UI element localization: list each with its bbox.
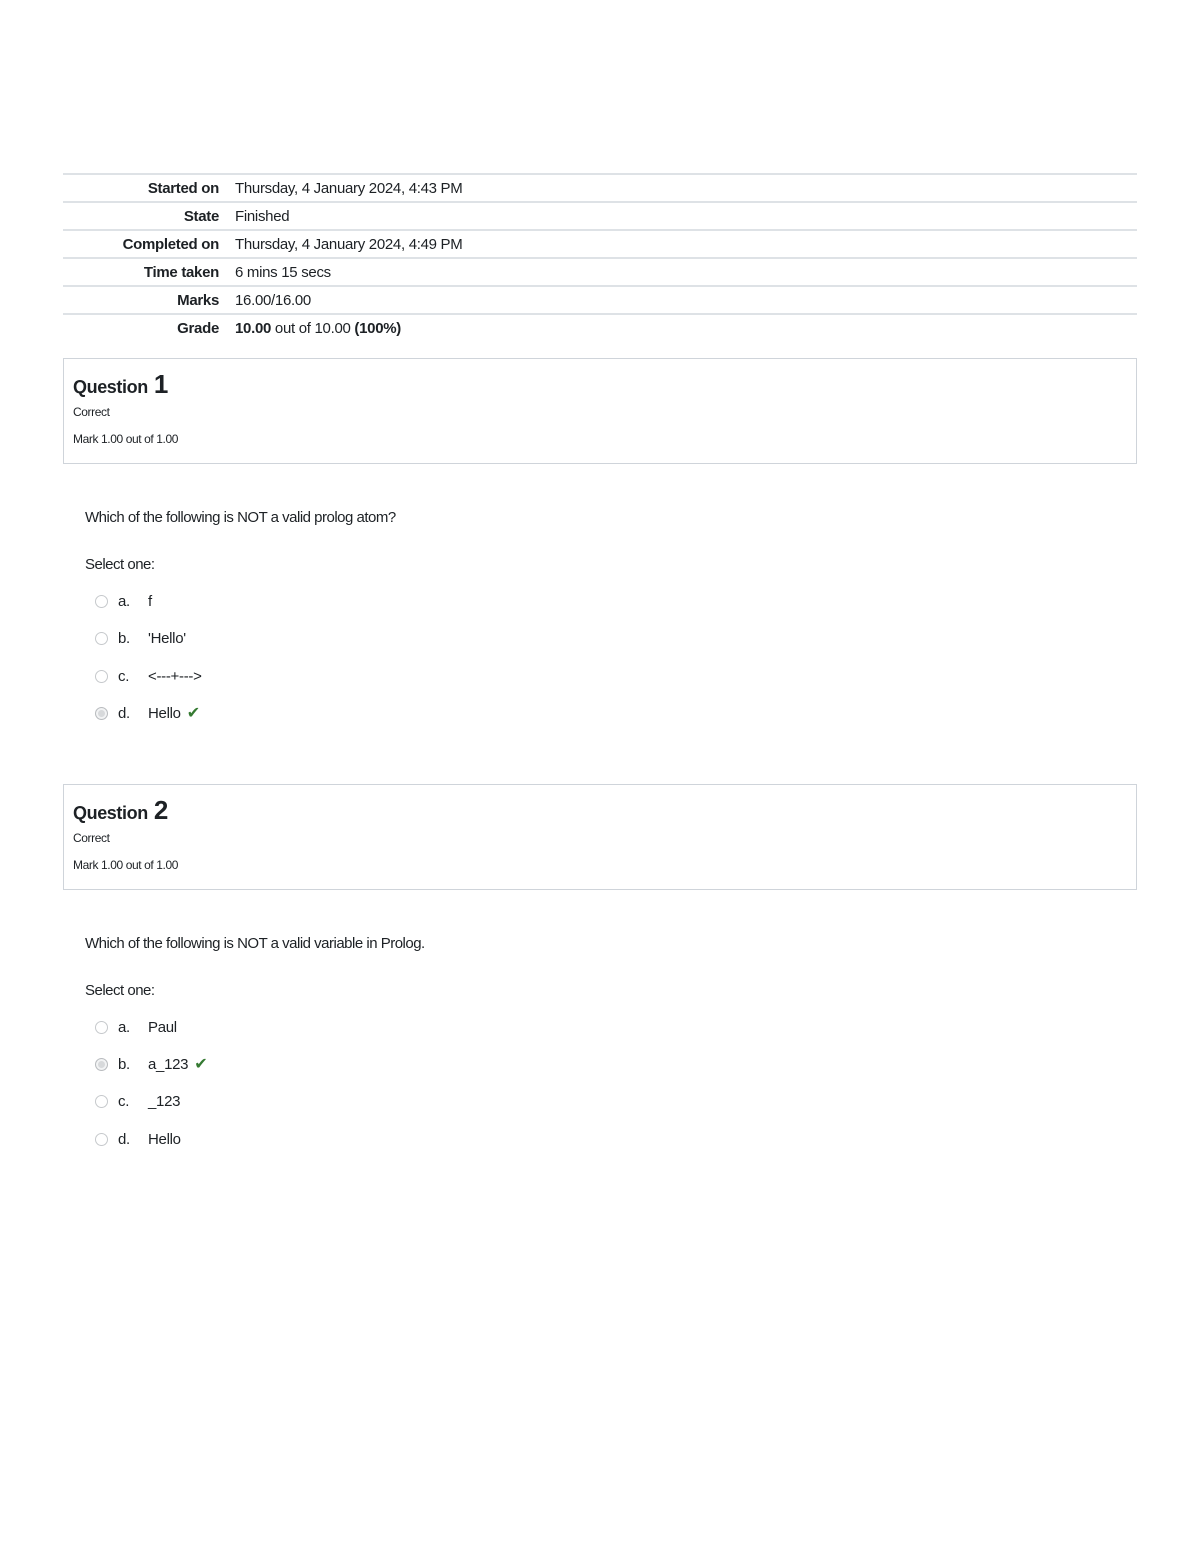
radio-button[interactable]: [95, 1133, 108, 1146]
summary-row-completed: [63, 230, 1137, 258]
attempt-summary-table: [63, 173, 1137, 342]
summary-row-state: [63, 202, 1137, 230]
answer-letter: c.: [118, 1092, 130, 1110]
answer-option-selected[interactable]: [95, 1054, 207, 1074]
answer-letter: b.: [118, 1055, 130, 1073]
grade-out-of: out of 10.00: [271, 320, 355, 337]
summary-label: Marks: [63, 286, 219, 314]
summary-label: State: [63, 202, 219, 230]
question-number: 1: [153, 369, 168, 399]
summary-label: Grade: [63, 314, 219, 342]
question-info-box: [63, 358, 1137, 464]
summary-label: Started on: [63, 174, 219, 202]
question-title: [73, 795, 1127, 825]
summary-value: [219, 314, 1137, 342]
answer-text: f: [148, 592, 152, 610]
answer-letter: a.: [118, 592, 130, 610]
question-text: Which of the following is NOT a valid prolog atom?: [85, 509, 396, 526]
grade-percent: (100%): [354, 320, 401, 337]
answer-letter: b.: [118, 629, 130, 647]
question-mark: Mark 1.00 out of 1.00: [73, 858, 179, 872]
answer-text: <---+--->: [148, 667, 202, 685]
answer-option[interactable]: [95, 591, 152, 611]
grade-score: 10.00: [235, 320, 272, 337]
question-number: 2: [153, 795, 168, 825]
answer-letter: a.: [118, 1018, 130, 1036]
radio-button[interactable]: [95, 632, 108, 645]
answer-option-selected[interactable]: [95, 703, 200, 723]
answer-option[interactable]: [95, 666, 202, 686]
answer-option[interactable]: [95, 1017, 177, 1037]
summary-value: Thursday, 4 January 2024, 4:49 PM: [219, 230, 1137, 258]
summary-row-started: [63, 174, 1137, 202]
summary-label: Completed on: [63, 230, 219, 258]
answer-option[interactable]: [95, 1129, 181, 1149]
radio-button[interactable]: [95, 1095, 108, 1108]
question-mark: Mark 1.00 out of 1.00: [73, 432, 179, 446]
answer-letter: c.: [118, 667, 130, 685]
summary-value: 16.00/16.00: [219, 286, 1137, 314]
radio-button-selected[interactable]: [95, 707, 108, 720]
summary-value: 6 mins 15 secs: [219, 258, 1137, 286]
answer-option[interactable]: [95, 628, 186, 648]
summary-label: Time taken: [63, 258, 219, 286]
answer-text: Paul: [148, 1018, 177, 1036]
radio-button[interactable]: [95, 595, 108, 608]
radio-button[interactable]: [95, 670, 108, 683]
check-icon: ✔: [194, 1056, 208, 1073]
question-info-box: [63, 784, 1137, 890]
summary-value: Thursday, 4 January 2024, 4:43 PM: [219, 174, 1137, 202]
question-title: [73, 369, 1127, 399]
answer-text: a_123: [148, 1055, 189, 1073]
answer-option[interactable]: [95, 1091, 180, 1111]
radio-button[interactable]: [95, 1021, 108, 1034]
select-one-prompt: Select one:: [85, 982, 155, 999]
summary-row-grade: [63, 314, 1137, 342]
question-label: Question: [73, 377, 148, 397]
answer-letter: d.: [118, 1130, 130, 1148]
question-label: Question: [73, 803, 148, 823]
summary-row-marks: [63, 286, 1137, 314]
summary-row-time-taken: [63, 258, 1137, 286]
select-one-prompt: Select one:: [85, 556, 155, 573]
summary-value: Finished: [219, 202, 1137, 230]
answer-text: 'Hello': [148, 629, 186, 647]
question-state: Correct: [73, 831, 110, 845]
answer-text: Hello: [148, 704, 181, 722]
answer-text: _123: [148, 1092, 181, 1110]
radio-button-selected[interactable]: [95, 1058, 108, 1071]
answer-text: Hello: [148, 1130, 181, 1148]
answer-letter: d.: [118, 704, 130, 722]
question-state: Correct: [73, 405, 110, 419]
check-icon: ✔: [186, 705, 200, 722]
question-text: Which of the following is NOT a valid variable in Prolog.: [85, 935, 425, 952]
